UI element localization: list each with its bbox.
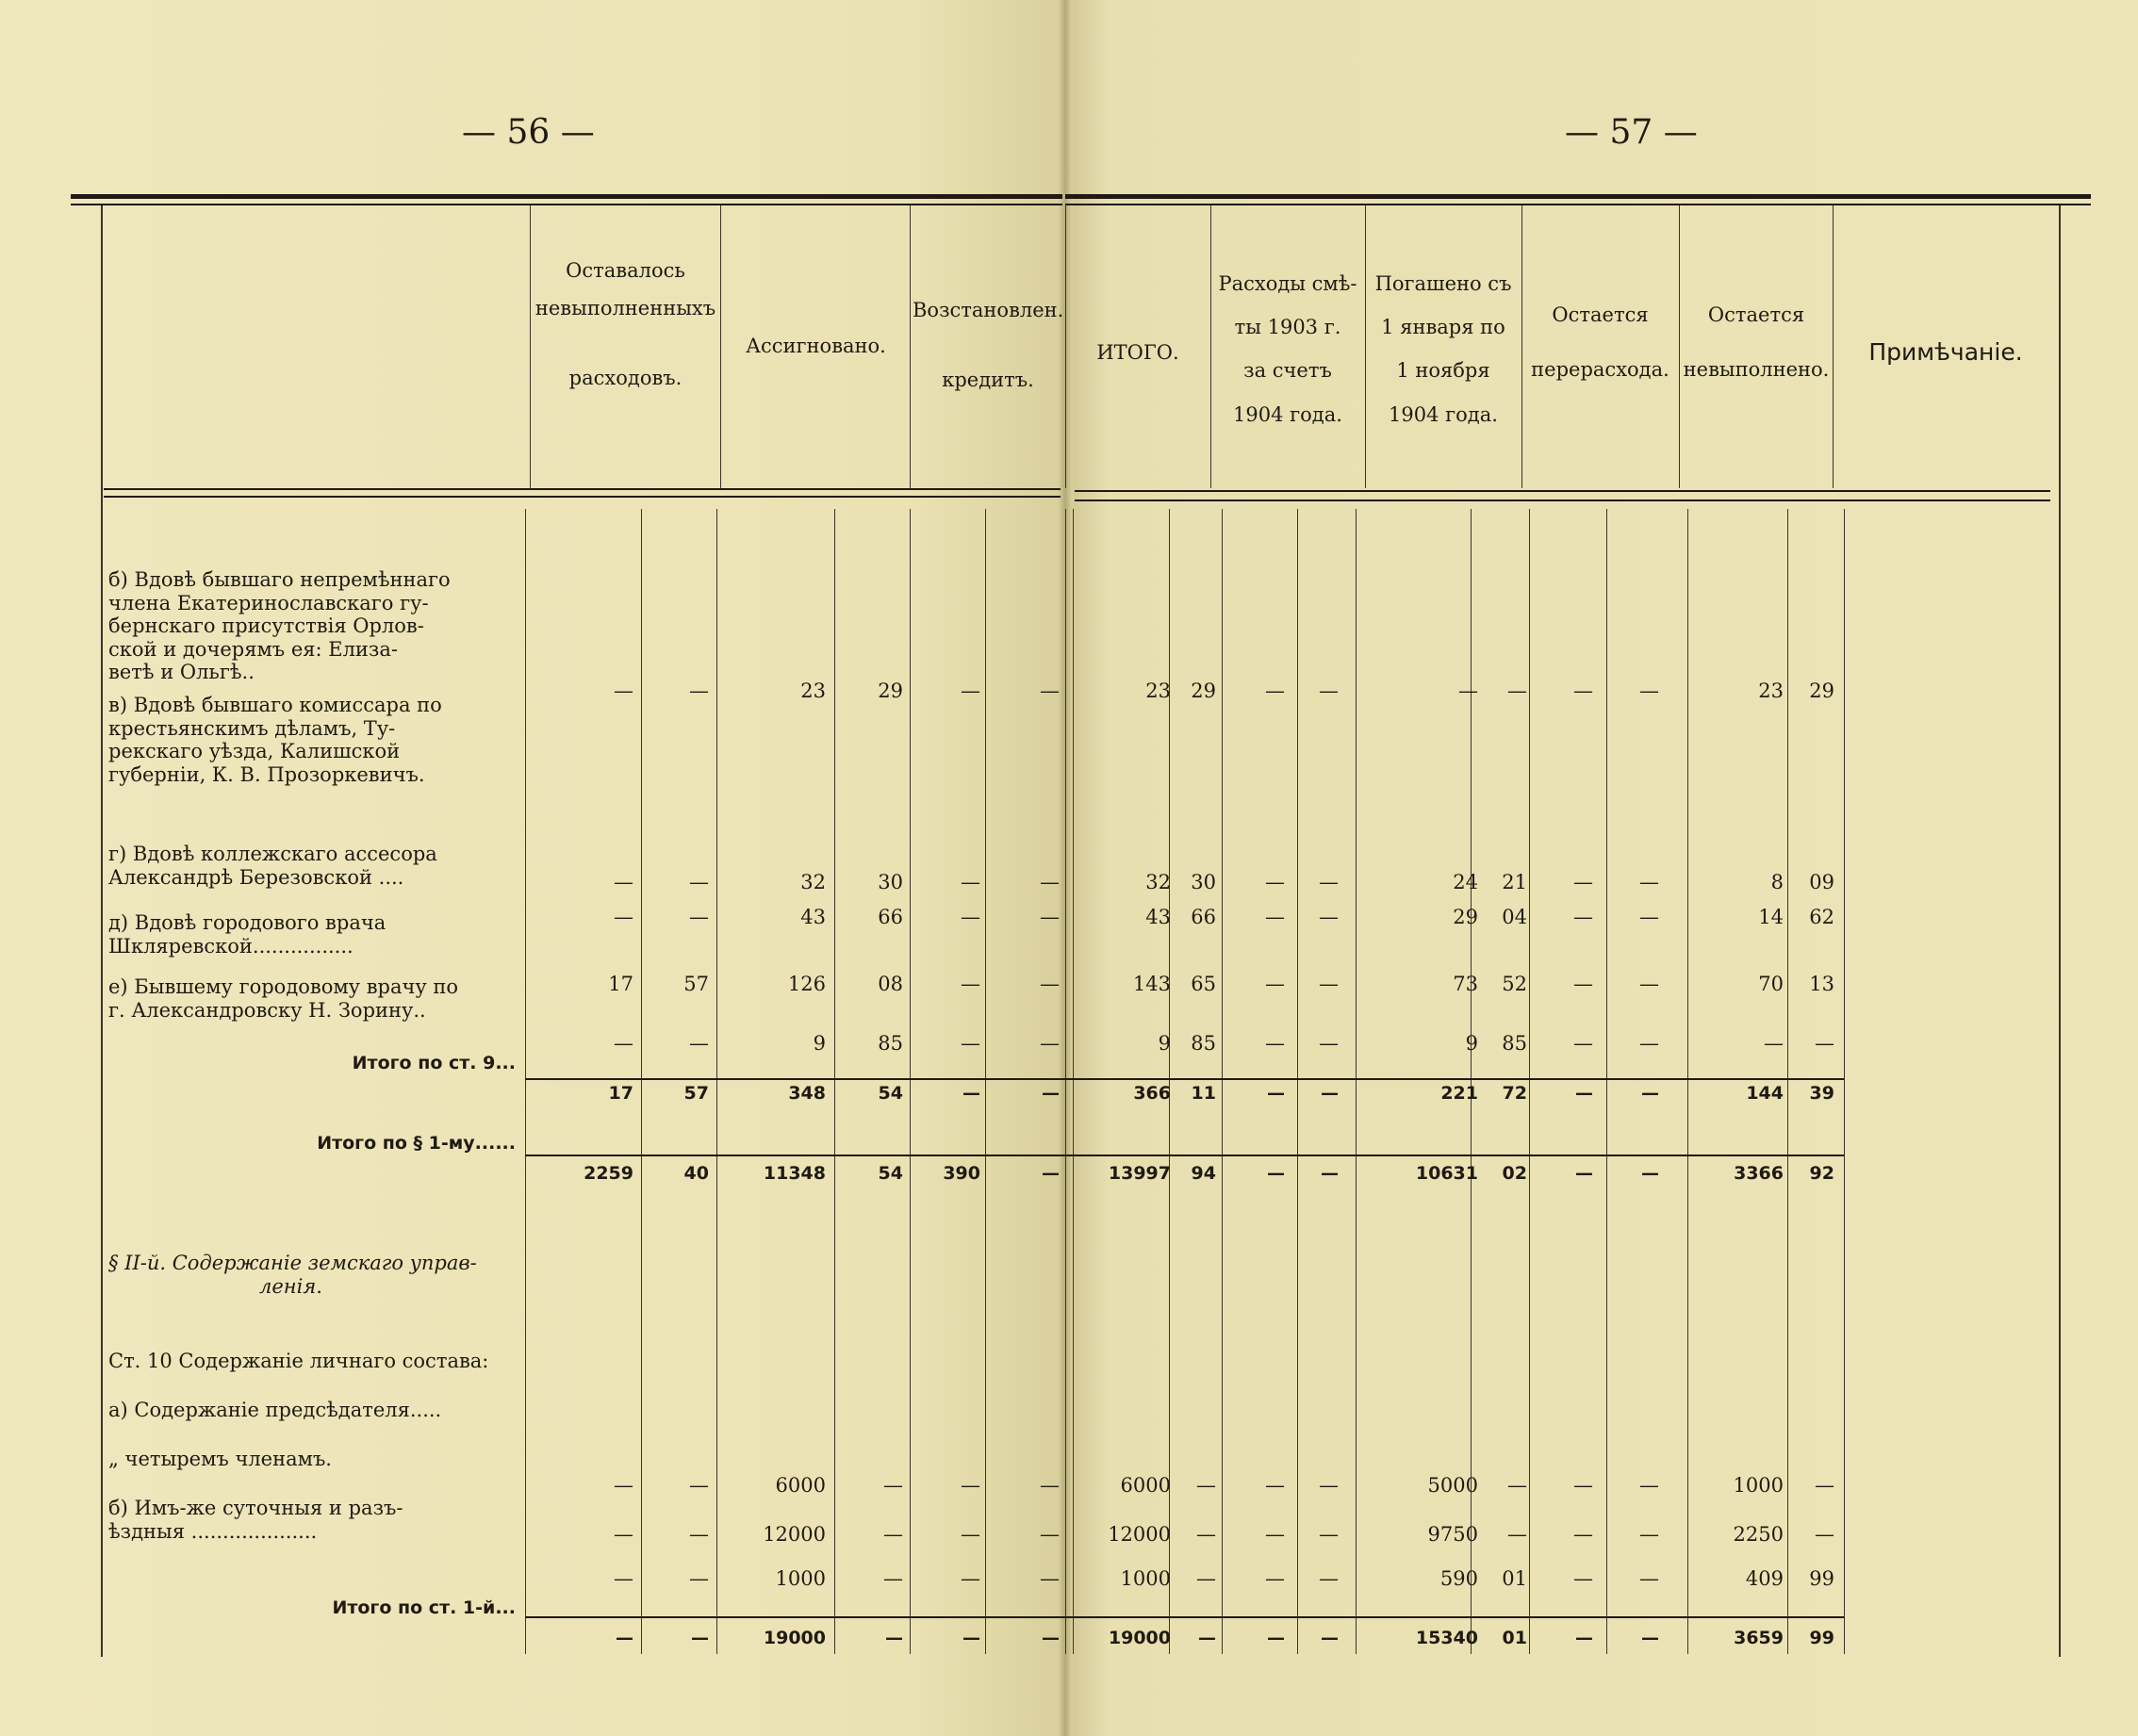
table-cell: — <box>962 1083 980 1104</box>
hdr-sep-5 <box>1210 205 1211 488</box>
table-cell: 94 <box>1191 1163 1216 1184</box>
table-cell: — <box>1639 680 1659 702</box>
table-cell: 43 <box>1145 906 1171 928</box>
right-page <box>1065 0 2138 1736</box>
table-cell: — <box>1267 1083 1285 1104</box>
table-cell: — <box>1040 1474 1060 1497</box>
table-cell: 08 <box>878 973 903 995</box>
table-cell: — <box>1321 1628 1339 1648</box>
table-cell: — <box>1267 1628 1285 1648</box>
table-cell: — <box>1507 1474 1527 1497</box>
table-cell: 13997 <box>1108 1163 1171 1184</box>
table-cell: 12000 <box>1108 1523 1171 1546</box>
row-description-line: г) Вдовѣ коллежскаго ассесора <box>108 843 437 865</box>
table-cell: — <box>1641 1628 1659 1648</box>
header-pogasheno: Погашено съ 1 января по 1 ноября 1904 года. <box>1374 272 1512 426</box>
table-cell: — <box>614 1032 633 1055</box>
row-description-line: Шкляревской................ <box>108 934 354 958</box>
top-rule-left <box>71 194 1062 199</box>
table-cell: — <box>1641 1163 1659 1184</box>
table-cell: — <box>1321 1083 1339 1104</box>
table-cell: — <box>614 1474 633 1497</box>
table-cell: 143 <box>1132 973 1171 995</box>
row-description-line: § II-й. Содержаніе земскаго управ- <box>108 1252 477 1274</box>
row-description-line: ской и дочерямъ ея: Елиза- <box>108 637 398 661</box>
table-cell: 390 <box>943 1163 980 1184</box>
table-cell: — <box>689 1032 709 1055</box>
table-cell: 23 <box>1145 680 1171 702</box>
table-cell: — <box>1265 973 1285 995</box>
table-cell: — <box>1573 973 1593 995</box>
row-description <box>108 843 523 889</box>
table-cell: — <box>1265 1523 1285 1546</box>
body-column-line <box>641 509 642 1654</box>
table-cell: — <box>1040 1523 1060 1546</box>
hdr-sep-2 <box>720 205 721 488</box>
table-cell: — <box>1265 680 1285 702</box>
row-description-line: „ четыремъ членамъ. <box>108 1448 332 1470</box>
table-cell: 126 <box>787 973 826 995</box>
table-cell: — <box>614 906 633 928</box>
table-cell: — <box>689 1567 709 1590</box>
table-cell: 9 <box>1465 1032 1478 1055</box>
table-cell: — <box>689 1523 709 1546</box>
table-cell: 92 <box>1809 1163 1834 1184</box>
row-description-line: Итого по ст. 9... <box>352 1053 516 1073</box>
table-cell: 72 <box>1502 1083 1527 1104</box>
table-cell: 57 <box>683 973 709 995</box>
table-cell: 3659 <box>1734 1628 1784 1648</box>
table-cell: 12000 <box>763 1523 826 1546</box>
table-cell: 85 <box>878 1032 903 1055</box>
body-column-line <box>834 509 835 1654</box>
row-description-line: в) Вдовѣ бывшаго комиссара по <box>108 694 442 716</box>
table-cell: — <box>1573 680 1593 702</box>
table-cell: 65 <box>1191 973 1216 995</box>
table-border-left <box>101 205 103 1657</box>
table-cell: — <box>1319 1567 1339 1590</box>
table-cell: — <box>1319 973 1339 995</box>
table-cell: 19000 <box>763 1628 826 1648</box>
row-description <box>108 975 523 1022</box>
table-cell: 9750 <box>1427 1523 1478 1546</box>
table-cell: 66 <box>878 906 903 928</box>
table-cell: — <box>1265 1474 1285 1497</box>
table-cell: 348 <box>788 1083 826 1104</box>
body-column-line <box>1606 509 1607 1654</box>
table-cell: — <box>614 871 633 893</box>
total-label <box>108 1052 516 1075</box>
table-cell: — <box>1196 1474 1216 1497</box>
table-cell: — <box>1319 1474 1339 1497</box>
table-cell: 32 <box>800 871 826 893</box>
row-description-line: Ст. 10 Содержаніе личнаго состава: <box>108 1350 489 1372</box>
header-pereraskhod: Остается перерасхода. <box>1531 303 1669 382</box>
table-cell: — <box>1040 906 1060 928</box>
hdr-sep-9 <box>1833 205 1834 488</box>
table-cell: — <box>616 1628 633 1648</box>
table-cell: — <box>1042 1163 1060 1184</box>
table-cell: — <box>1042 1083 1060 1104</box>
table-cell: — <box>961 1523 980 1546</box>
table-cell: — <box>1458 680 1478 702</box>
table-cell: 23 <box>800 680 826 702</box>
table-cell: 13 <box>1809 973 1834 995</box>
table-cell: — <box>1764 1032 1784 1055</box>
table-cell: — <box>1639 906 1659 928</box>
table-cell: 17 <box>608 1083 633 1104</box>
table-cell: 14 <box>1758 906 1784 928</box>
body-column-line <box>985 509 986 1654</box>
table-cell: 30 <box>1191 871 1216 893</box>
table-cell: 21 <box>1502 871 1527 893</box>
table-cell: — <box>1265 1567 1285 1590</box>
table-cell: — <box>961 1474 980 1497</box>
hdr-sep-3 <box>910 205 911 488</box>
table-cell: 19000 <box>1108 1628 1171 1648</box>
table-cell: — <box>1639 1032 1659 1055</box>
body-column-line <box>910 509 911 1654</box>
table-border-right <box>2059 205 2061 1657</box>
table-cell: 17 <box>608 973 633 995</box>
table-cell: — <box>1265 1032 1285 1055</box>
table-cell: — <box>885 1628 903 1648</box>
table-cell: 70 <box>1758 973 1784 995</box>
body-column-line <box>1529 509 1530 1654</box>
row-description-line: ветѣ и Ольгѣ.. <box>108 661 255 683</box>
table-cell: — <box>1040 973 1060 995</box>
table-cell: 29 <box>1453 906 1478 928</box>
table-cell: 29 <box>878 680 903 702</box>
table-cell: — <box>961 680 980 702</box>
table-cell: — <box>1319 906 1339 928</box>
table-cell: — <box>1040 1567 1060 1590</box>
table-cell: — <box>1319 680 1339 702</box>
table-cell: — <box>1639 973 1659 995</box>
table-cell: — <box>1639 1567 1659 1590</box>
row-description-line: г. Александровску Н. Зорину.. <box>108 998 426 1022</box>
table-cell: — <box>1198 1628 1216 1648</box>
table-cell: — <box>961 973 980 995</box>
table-cell: — <box>689 906 709 928</box>
table-cell: — <box>1319 1523 1339 1546</box>
table-cell: 9 <box>813 1032 826 1055</box>
table-cell: — <box>1321 1163 1339 1184</box>
header-nevypolneno: Остается невыполнено. <box>1683 303 1830 382</box>
body-column-line <box>1787 509 1788 1654</box>
table-cell: — <box>1196 1523 1216 1546</box>
row-description-line: Итого по ст. 1-й... <box>332 1597 516 1618</box>
table-cell: — <box>1267 1163 1285 1184</box>
header-vostanovl: Возстановлен. кредитъ. <box>913 299 1064 391</box>
table-cell: 11 <box>1191 1083 1216 1104</box>
body-column-line <box>1844 509 1845 1654</box>
table-cell: — <box>689 1474 709 1497</box>
table-cell: 01 <box>1502 1567 1527 1590</box>
header-rule-left-2 <box>104 496 1061 498</box>
hdr-sep-1 <box>530 205 531 488</box>
table-cell: 6000 <box>1120 1474 1171 1497</box>
total-rule <box>525 1078 1844 1080</box>
header-rule-right <box>1075 490 2050 492</box>
table-cell: 40 <box>683 1163 709 1184</box>
row-description <box>108 911 523 958</box>
table-cell: 144 <box>1746 1083 1784 1104</box>
table-cell: 366 <box>1133 1083 1171 1104</box>
table-cell: — <box>1319 1032 1339 1055</box>
table-cell: 1000 <box>775 1567 826 1590</box>
section-heading <box>108 1252 523 1298</box>
row-description <box>108 1399 523 1422</box>
table-cell: 2259 <box>584 1163 633 1184</box>
table-cell: 32 <box>1145 871 1171 893</box>
table-cell: — <box>1639 871 1659 893</box>
table-cell: 54 <box>878 1163 903 1184</box>
table-cell: — <box>1573 906 1593 928</box>
row-description <box>108 694 523 786</box>
table-cell: — <box>614 1567 633 1590</box>
table-cell: 221 <box>1440 1083 1478 1104</box>
table-cell: — <box>883 1567 903 1590</box>
header-assignovano: Ассигновано. <box>746 335 886 357</box>
table-cell: 24 <box>1453 871 1478 893</box>
body-column-line <box>525 509 526 1654</box>
table-cell: 3366 <box>1734 1163 1784 1184</box>
table-cell: — <box>1319 871 1339 893</box>
hdr-sep-8 <box>1679 205 1680 488</box>
hdr-sep-4 <box>1065 205 1066 488</box>
table-cell: 8 <box>1770 871 1784 893</box>
table-cell: — <box>1573 1474 1593 1497</box>
row-description-line: ленія. <box>259 1274 322 1298</box>
table-cell: — <box>689 871 709 893</box>
table-cell: — <box>1639 1523 1659 1546</box>
table-cell: — <box>1575 1163 1593 1184</box>
table-cell: 85 <box>1191 1032 1216 1055</box>
table-cell: 99 <box>1809 1567 1834 1590</box>
row-description-line: рекскаго уѣзда, Калишской <box>108 740 401 762</box>
table-cell: 62 <box>1809 906 1834 928</box>
table-cell: 09 <box>1809 871 1834 893</box>
row-description-line: губерніи, К. В. Прозоркевичъ. <box>108 762 425 786</box>
table-cell: — <box>962 1628 980 1648</box>
row-description-line: бернскаго присутствія Орлов- <box>108 614 424 637</box>
table-cell: — <box>1573 1032 1593 1055</box>
table-cell: — <box>961 906 980 928</box>
table-cell: 2250 <box>1733 1523 1784 1546</box>
header-rule-right-2 <box>1075 500 2050 501</box>
table-cell: — <box>1641 1083 1659 1104</box>
table-cell: 5000 <box>1427 1474 1478 1497</box>
table-cell: 1000 <box>1120 1567 1171 1590</box>
row-description-line: е) Бывшему городовому врачу по <box>108 975 459 998</box>
header-rashody: Расходы смѣ- ты 1903 г. за счетъ 1904 года. <box>1218 272 1357 426</box>
top-rule-left-thin <box>71 204 1062 205</box>
page-number-right: — 57 — <box>1565 113 1698 152</box>
table-cell: — <box>1040 680 1060 702</box>
top-rule-right <box>1065 194 2091 199</box>
table-cell: — <box>614 680 633 702</box>
body-column-line <box>716 509 717 1654</box>
row-description <box>108 1497 523 1543</box>
table-cell: 9 <box>1158 1032 1171 1055</box>
table-cell: 23 <box>1758 680 1784 702</box>
table-cell: — <box>883 1474 903 1497</box>
body-column-line <box>1297 509 1298 1654</box>
table-cell: 52 <box>1502 973 1527 995</box>
table-cell: — <box>1507 1523 1527 1546</box>
row-description-line: ѣздныя .................... <box>108 1519 318 1543</box>
header-rule-left <box>104 488 1061 490</box>
table-cell: — <box>1815 1032 1834 1055</box>
body-column-line <box>1222 509 1223 1654</box>
total-label <box>108 1597 516 1620</box>
page-number-left: — 56 — <box>462 113 595 152</box>
total-rule <box>525 1616 1844 1618</box>
table-cell: 10631 <box>1415 1163 1478 1184</box>
header-itogo: ИТОГО. <box>1096 341 1179 364</box>
table-cell: 04 <box>1502 906 1527 928</box>
table-cell: — <box>1040 1032 1060 1055</box>
row-description <box>108 1448 523 1471</box>
table-cell: — <box>1265 871 1285 893</box>
row-description-line: Итого по § 1-му...... <box>317 1133 516 1154</box>
row-description-line: д) Вдовѣ городового врача <box>108 911 386 934</box>
table-cell: — <box>883 1523 903 1546</box>
table-cell: — <box>689 680 709 702</box>
table-cell: 54 <box>878 1083 903 1104</box>
table-cell: — <box>1573 871 1593 893</box>
hdr-sep-6 <box>1365 205 1366 488</box>
table-cell: 29 <box>1191 680 1216 702</box>
table-cell: 43 <box>800 906 826 928</box>
table-cell: — <box>1042 1628 1060 1648</box>
row-description-line: крестьянскимъ дѣламъ, Ту- <box>108 716 396 740</box>
table-cell: — <box>961 1032 980 1055</box>
body-column-line <box>1687 509 1688 1654</box>
table-cell: — <box>1040 871 1060 893</box>
table-cell: — <box>1575 1083 1593 1104</box>
table-cell: — <box>1815 1474 1834 1497</box>
row-description-line: члена Екатеринославскаго гу- <box>108 591 429 614</box>
table-cell: — <box>691 1628 709 1648</box>
table-cell: — <box>1265 906 1285 928</box>
table-cell: — <box>1575 1628 1593 1648</box>
table-cell: 29 <box>1809 680 1834 702</box>
table-cell: 57 <box>683 1083 709 1104</box>
row-description-line: Александрѣ Березовской .... <box>108 865 404 889</box>
table-cell: 409 <box>1745 1567 1784 1590</box>
total-rule <box>525 1155 1844 1156</box>
table-cell: — <box>1573 1523 1593 1546</box>
row-description-line: б) Имъ-же суточныя и разъ- <box>108 1497 403 1519</box>
row-description-line: б) Вдовѣ бывшаго непремѣннаго <box>108 568 451 591</box>
body-column-line <box>1065 509 1066 1654</box>
table-cell: — <box>1573 1567 1593 1590</box>
table-cell: — <box>1196 1567 1216 1590</box>
table-cell: — <box>1815 1523 1834 1546</box>
row-description <box>108 1350 523 1373</box>
table-cell: — <box>1507 680 1527 702</box>
row-description-line: а) Содержаніе предсѣдателя..... <box>108 1399 442 1421</box>
table-cell: — <box>614 1523 633 1546</box>
table-cell: 15340 <box>1415 1628 1478 1648</box>
table-cell: 66 <box>1191 906 1216 928</box>
table-cell: — <box>1639 1474 1659 1497</box>
table-cell: 73 <box>1453 973 1478 995</box>
header-ostavalos: Оставалось невыполненныхъ расходовъ. <box>534 259 716 389</box>
table-cell: 11348 <box>763 1163 826 1184</box>
top-rule-right-thin <box>1065 204 2091 205</box>
body-column-line <box>1073 509 1074 1654</box>
table-cell: 01 <box>1502 1628 1527 1648</box>
table-cell: 30 <box>878 871 903 893</box>
table-cell: — <box>961 871 980 893</box>
body-column-line <box>1356 509 1357 1654</box>
table-cell: — <box>961 1567 980 1590</box>
table-cell: 590 <box>1439 1567 1478 1590</box>
table-cell: 02 <box>1502 1163 1527 1184</box>
table-cell: 39 <box>1809 1083 1834 1104</box>
hdr-sep-7 <box>1521 205 1522 488</box>
table-cell: 1000 <box>1733 1474 1784 1497</box>
table-cell: 99 <box>1809 1628 1834 1648</box>
table-cell: 85 <box>1502 1032 1527 1055</box>
table-cell: 6000 <box>775 1474 826 1497</box>
header-primechanie: Примѣчаніе. <box>1868 338 2023 366</box>
total-label <box>108 1132 516 1155</box>
row-description <box>108 568 523 684</box>
